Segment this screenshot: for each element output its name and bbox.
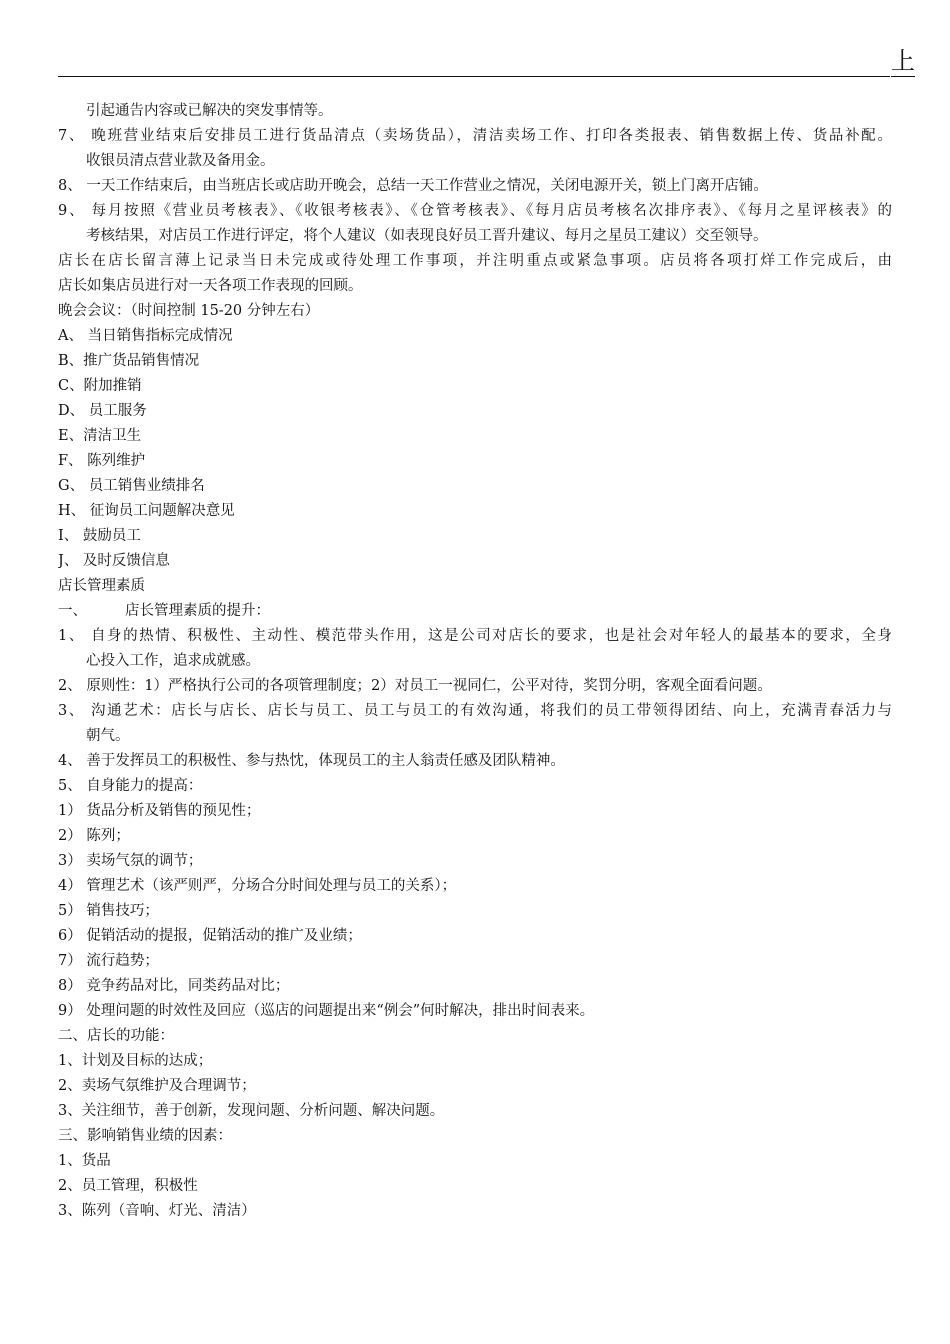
list-item: 9） 处理问题的时效性及回应（巡店的问题提出来“例会”何时解决，排出时间表来。 bbox=[58, 1003, 595, 1019]
list-item: 1） 货品分析及销售的预见性； bbox=[58, 803, 261, 819]
list-item: 5） 销售技巧； bbox=[58, 903, 159, 919]
list-item: C、附加推销 bbox=[58, 378, 142, 394]
list-item: 4） 管理艺术（该严则严，分场合分时间处理与员工的关系）； bbox=[58, 878, 457, 894]
text-line: 朝气。 bbox=[86, 728, 130, 744]
text-line: 心投入工作，追求成就感。 bbox=[86, 653, 260, 669]
list-item: 8、 一天工作结束后，由当班店长或店助开晚会，总结一天工作营业之情况，关闭电源开关，锁上门离开店铺。 bbox=[58, 178, 768, 194]
text-line: 收银员清点营业款及备用金。 bbox=[86, 153, 275, 169]
list-item: 8） 竞争药品对比，同类药品对比； bbox=[58, 978, 290, 994]
list-item: 9、 每月按照《营业员考核表》、《收银考核表》、《仓管考核表》、《每月店员考核名次排序表》、《每月之星评核表》的 bbox=[58, 203, 892, 219]
list-item: H、 征询员工问题解决意见 bbox=[58, 503, 235, 519]
list-item: 3、关注细节，善于创新，发现问题、分析问题、解决问题。 bbox=[58, 1103, 445, 1119]
section-title: 店长管理素质的提升： bbox=[125, 603, 270, 619]
list-item: 5、 自身能力的提高： bbox=[58, 778, 203, 794]
list-item: 1、计划及目标的达成； bbox=[58, 1053, 213, 1069]
list-item: B、推广货品销售情况 bbox=[58, 353, 200, 369]
list-item: 2） 陈列； bbox=[58, 828, 130, 844]
list-item: 2、员工管理，积极性 bbox=[58, 1178, 198, 1194]
header-rule bbox=[58, 76, 890, 77]
list-item: 2、 原则性：1）严格执行公司的各项管理制度；2）对员工一视同仁，公平对待，奖罚分明，客观全面看问题。 bbox=[58, 678, 772, 694]
list-item: F、 陈列维护 bbox=[58, 453, 146, 469]
list-item: J、 及时反馈信息 bbox=[58, 553, 170, 569]
list-item: A、 当日销售指标完成情况 bbox=[58, 328, 233, 344]
section-heading bbox=[58, 599, 892, 624]
list-item: D、 员工服务 bbox=[58, 403, 147, 419]
list-item: 4、 善于发挥员工的积极性、参与热忱，体现员工的主人翁责任感及团队精神。 bbox=[58, 753, 565, 769]
list-item: 7、 晚班营业结束后安排员工进行货品清点（卖场货品），清洁卖场工作、打印各类报表、销售数据上传、货品补配。 bbox=[58, 128, 892, 144]
list-item: 1、货品 bbox=[58, 1153, 111, 1169]
list-item: 3、 沟通艺术：店长与店长、店长与员工、员工与员工的有效沟通，将我们的员工带领得团结、向上，充满青春活力与 bbox=[58, 703, 892, 719]
list-item: E、清洁卫生 bbox=[58, 428, 142, 444]
section-number: 一、 bbox=[58, 603, 87, 619]
list-item: 7） 流行趋势； bbox=[58, 953, 159, 969]
document-body bbox=[58, 99, 892, 1224]
paragraph-line: 店长如集店员进行对一天各项工作表现的回顾。 bbox=[58, 278, 363, 294]
list-item: 3） 卖场气氛的调节； bbox=[58, 853, 203, 869]
text-line: 考核结果，对店员工作进行评定，将个人建议（如表现良好员工晋升建议、每月之星员工建议）交至领导。 bbox=[86, 228, 768, 244]
list-item: 3、陈列（音响、灯光、清洁） bbox=[58, 1203, 256, 1219]
list-item: I、 鼓励员工 bbox=[58, 528, 141, 544]
list-item: 6） 促销活动的提报，促销活动的推广及业绩； bbox=[58, 928, 362, 944]
list-item: 2、卖场气氛维护及合理调节； bbox=[58, 1078, 256, 1094]
section-heading: 晚会会议：（时间控制 15-20 分钟左右） bbox=[58, 303, 320, 319]
text-line: 引起通告内容或已解决的突发事情等。 bbox=[86, 103, 333, 119]
paragraph-line: 店长在店长留言薄上记录当日未完成或待处理工作事项，并注明重点或紧急事项。店员将各项打烊工作完成后，由 bbox=[58, 253, 892, 269]
section-heading: 店长管理素质 bbox=[58, 578, 145, 594]
section-heading: 三、影响销售业绩的因素： bbox=[58, 1128, 232, 1144]
list-item: G、 员工销售业绩排名 bbox=[58, 478, 205, 494]
header-mark: 上 bbox=[891, 47, 915, 75]
list-item: 1、 自身的热情、积极性、主动性、模范带头作用，这是公司对店长的要求，也是社会对年轻人的最基本的要求，全身 bbox=[58, 628, 892, 644]
section-heading: 二、店长的功能： bbox=[58, 1028, 174, 1044]
